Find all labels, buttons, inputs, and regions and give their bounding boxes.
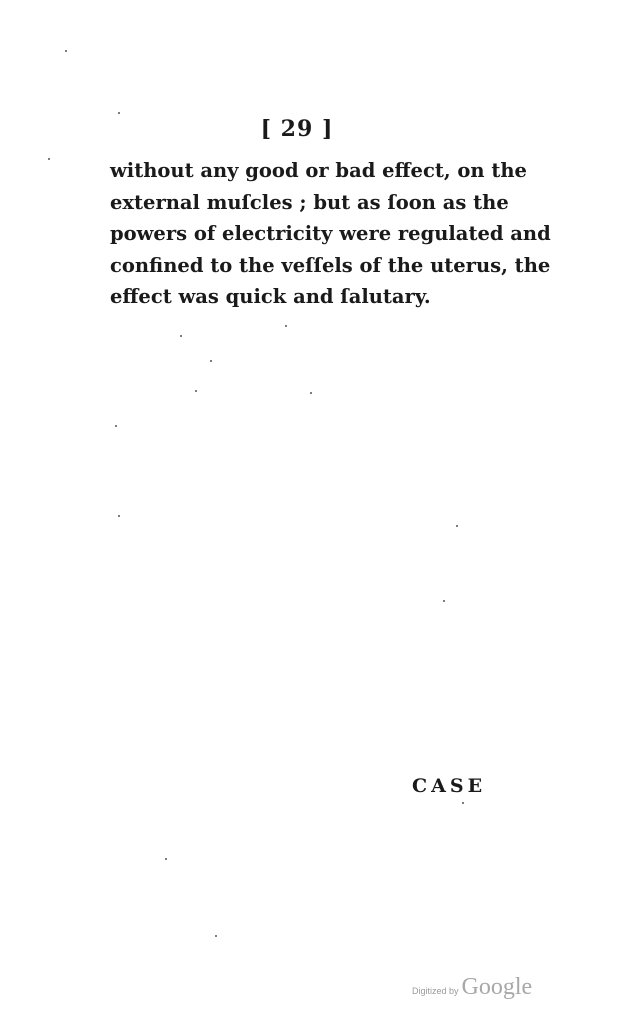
speck <box>180 335 182 337</box>
speck <box>118 112 120 114</box>
speck <box>165 858 167 860</box>
text-line: without any good or bad effect, on the <box>110 159 527 182</box>
speck <box>443 600 445 602</box>
speck <box>310 392 312 394</box>
speck <box>48 158 50 160</box>
speck <box>210 360 212 362</box>
text-line: effect was quick and ſalutary. <box>110 285 431 308</box>
google-watermark <box>412 974 532 1001</box>
text-line: confined to the veſſels of the uterus, the <box>110 253 551 277</box>
text-line: external muſcles ; but as ſoon as the <box>110 190 509 214</box>
speck <box>195 390 197 392</box>
speck <box>118 515 120 517</box>
speck <box>285 325 287 327</box>
text-line: powers of electricity were regulated and <box>110 222 551 245</box>
body-paragraph <box>110 155 551 313</box>
speck <box>115 425 117 427</box>
catchword: CASE <box>412 775 487 797</box>
speck <box>456 525 458 527</box>
speck <box>462 802 464 804</box>
watermark-prefix: Digitized by <box>412 986 459 996</box>
speck <box>215 935 217 937</box>
google-logo: Google <box>461 974 533 1000</box>
page-number: [ 29 ] <box>260 116 334 142</box>
speck <box>65 50 67 52</box>
